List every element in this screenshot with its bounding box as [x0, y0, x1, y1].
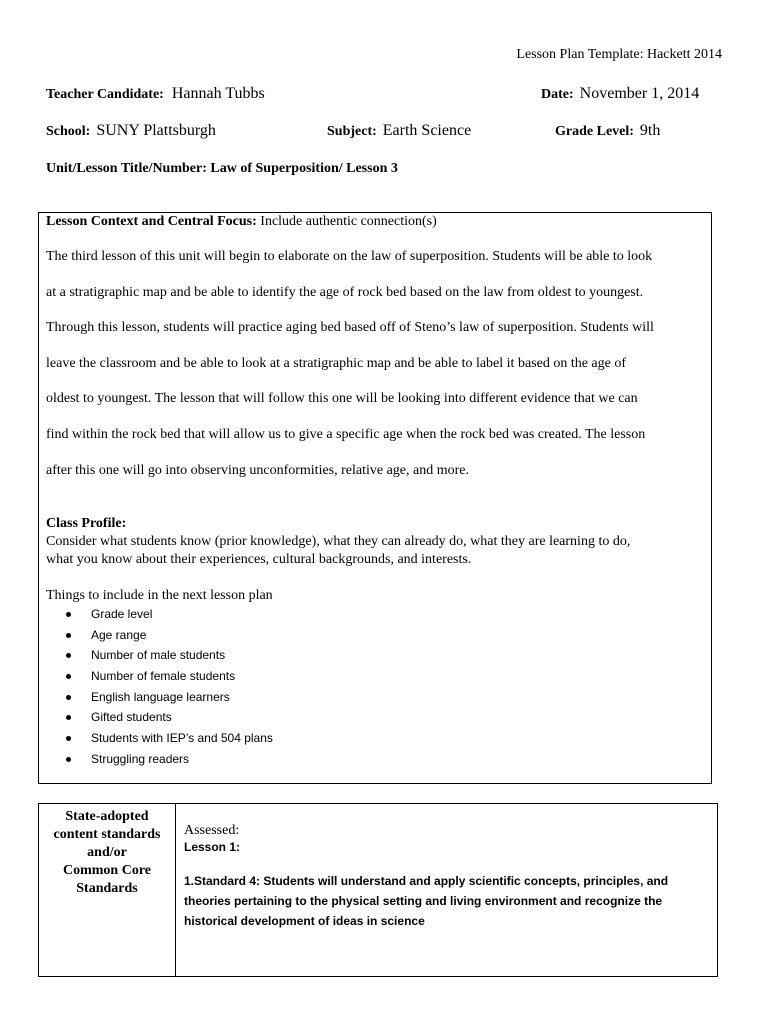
class-profile-line: Consider what students know (prior knowledge), what they can already do, what they are learning to do, — [46, 534, 631, 549]
context-line: The third lesson of this unit will begin to elaborate on the law of superposition. Students will be able to look — [46, 249, 653, 264]
class-profile-line: what you know about their experiences, cultural backgrounds, and interests. — [46, 552, 472, 567]
context-line: find within the rock bed that will allow us to give a specific age when the rock bed was created. The lesson — [46, 427, 646, 442]
list-item-text: Age range — [91, 627, 147, 642]
list-item-text: Number of male students — [91, 648, 226, 663]
list-item — [46, 749, 273, 770]
list-item-text: Gifted students — [91, 710, 172, 725]
teacher-candidate-value: Hannah Tubbs — [171, 85, 265, 102]
lesson-context-box — [38, 212, 712, 784]
school-value: SUNY Plattsburgh — [96, 122, 216, 139]
list-item — [46, 604, 273, 625]
list-item — [46, 707, 273, 728]
assessed-label: Assessed: — [184, 823, 240, 838]
list-item-text: Number of female students — [91, 669, 236, 684]
unit-lesson-title: Unit/Lesson Title/Number: Law of Superposition/ Lesson 3 — [46, 161, 398, 176]
bullet-icon — [66, 715, 71, 720]
standards-heading — [39, 808, 175, 898]
table-divider — [175, 804, 176, 976]
class-profile-heading — [46, 516, 126, 532]
list-item — [46, 625, 273, 646]
list-item-text: Students with IEP’s and 504 plans — [91, 731, 273, 746]
school-label: School: — [46, 124, 91, 139]
list-item — [46, 728, 273, 749]
list-item — [46, 687, 273, 708]
teacher-candidate-label: Teacher Candidate: — [46, 87, 164, 102]
list-item — [46, 666, 273, 687]
grade-level-row — [555, 122, 660, 140]
subject-row — [327, 122, 471, 140]
bullet-icon — [66, 612, 71, 617]
context-line: oldest to youngest. The lesson that will follow this one will be looking into different evidence that we can — [46, 391, 638, 406]
bullet-icon — [66, 653, 71, 658]
standards-heading-line: and/or — [87, 845, 127, 860]
context-heading: Lesson Context and Central Focus: — [46, 214, 257, 229]
lesson-label: Lesson 1: — [184, 840, 241, 854]
date-label: Date: — [541, 87, 574, 102]
include-intro: Things to include in the next lesson plan — [46, 588, 273, 603]
list-item-text: English language learners — [91, 689, 230, 704]
school-row — [46, 122, 216, 140]
list-item-text: Struggling readers — [91, 751, 190, 766]
context-line: at a stratigraphic map and be able to identify the age of rock bed based on the law from oldest to youngest. — [46, 285, 644, 300]
date-value: November 1, 2014 — [579, 85, 700, 102]
standard-line: historical development of ideas in science — [184, 914, 425, 928]
context-heading-note: Include authentic connection(s) — [260, 214, 437, 229]
subject-value: Earth Science — [382, 122, 472, 139]
standard-line: 1.Standard 4: Students will understand and apply scientific concepts, principles, and — [184, 874, 669, 888]
bullet-icon — [66, 633, 71, 638]
standards-table — [38, 803, 718, 977]
list-item-text: Grade level — [91, 607, 153, 621]
standard-line: theories pertaining to the physical setting and living environment and recognize the — [184, 894, 663, 908]
subject-label: Subject: — [327, 124, 377, 139]
standards-heading-line: State-adopted — [65, 809, 149, 824]
context-line: Through this lesson, students will practice aging bed based off of Steno’s law of superposition. Students will — [46, 320, 654, 335]
context-line: after this one will go into observing unconformities, relative age, and more. — [46, 463, 469, 478]
date-row — [541, 85, 699, 103]
bullet-icon — [66, 695, 71, 700]
bullet-icon — [66, 736, 71, 741]
grade-level-label: Grade Level: — [555, 124, 634, 139]
grade-level-value: 9th — [639, 122, 661, 139]
template-note: Lesson Plan Template: Hackett 2014 — [516, 47, 722, 62]
standards-heading-line: Standards — [76, 881, 138, 896]
context-heading-line — [46, 214, 437, 230]
standards-heading-line: content standards — [53, 827, 161, 842]
class-profile-heading-text: Class Profile: — [46, 516, 127, 531]
teacher-candidate-row — [46, 85, 265, 103]
include-list — [46, 604, 273, 770]
bullet-icon — [66, 757, 71, 762]
standards-heading-line: Common Core — [62, 863, 151, 878]
context-line: leave the classroom and be able to look at a stratigraphic map and be able to label it based on the age of — [46, 356, 627, 371]
bullet-icon — [66, 674, 71, 679]
list-item — [46, 645, 273, 666]
